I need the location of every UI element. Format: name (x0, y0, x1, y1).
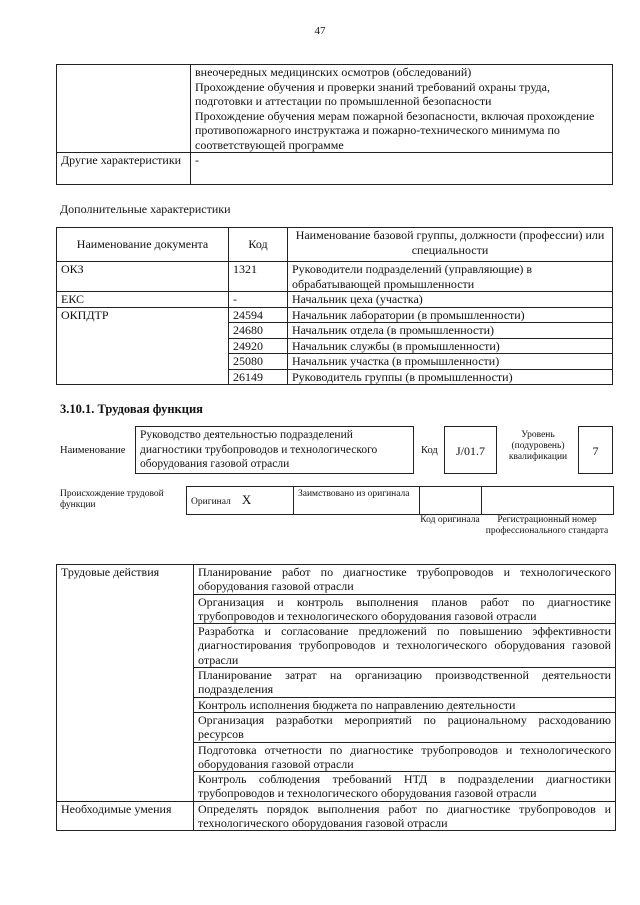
action-cell: Планирование работ по диагностике трубопроводов и технологического оборудования газовой отрасли (194, 565, 616, 595)
row-label (57, 65, 191, 153)
requirement-line: Прохождение обучения и проверки знаний требований охраны труда, подготовки и аттестации по промышленной безопасности (195, 79, 550, 108)
function-name-box (135, 426, 414, 474)
table-row (57, 801, 616, 831)
action-cell: Организация разработки мероприятий по рациональному расходованию ресурсов (194, 712, 616, 742)
row-value: - (191, 153, 613, 185)
action-cell: Организация и контроль выполнения планов работ по диагностике трубопроводов и технологического оборудования газовой отрасли (194, 594, 616, 624)
table-row (57, 65, 613, 153)
name-cell: Начальник службы (в промышленности) (288, 338, 613, 354)
name-cell: Начальник отдела (в промышленности) (288, 323, 613, 339)
code-cell: 26149 (229, 369, 288, 385)
page-number: 47 (314, 25, 326, 37)
code-label: Код (421, 445, 438, 456)
doc-cell: ОКЗ (57, 262, 229, 292)
borrowed-label: Заимствовано из оригинала (294, 487, 420, 515)
column-header: Наименование документа (57, 228, 229, 262)
name-cell: Начальник лаборатории (в промышленности) (288, 307, 613, 323)
additional-characteristics-table (56, 227, 613, 385)
row-label: Другие характеристики (57, 153, 191, 185)
code-cell: 25080 (229, 354, 288, 370)
function-name: Руководство деятельностью подразделений диагностики трубопроводов и технологического оборудования газовой отрасли (140, 429, 378, 470)
section-title: Дополнительные характеристики (60, 202, 231, 216)
action-cell: Разработка и согласование предложений по повышению эффективности диагностирования трубопроводов и технологического оборудования газовой отрасли (194, 624, 616, 668)
table-row (57, 262, 613, 292)
name-cell: Начальник участка (в промышленности) (288, 354, 613, 370)
code-cell: 24594 (229, 307, 288, 323)
table-row (57, 153, 613, 185)
code-cell: 24920 (229, 338, 288, 354)
origin-table (186, 486, 614, 515)
level-label: Уровень (подуровень) квалификации (508, 430, 568, 462)
name-cell: Начальник цеха (участка) (288, 292, 613, 308)
requirements-table (56, 64, 613, 185)
name-cell: Руководители подразделений (управляющие) в обрабатывающей промышленности (288, 262, 613, 292)
column-header: Наименование базовой группы, должности (профессии) или специальности (288, 228, 613, 262)
original-mark: X (241, 492, 252, 507)
action-cell: Контроль соблюдения требований НТД в подразделении диагностики трубопроводов и технологического оборудования газовой отрасли (194, 772, 616, 802)
code-cell: 1321 (229, 262, 288, 292)
requirement-line: Прохождение обучения мерам пожарной безопасности, включая прохождение противопожарного инструктажа и пожарно-технического минимума по соответствующей программе (195, 108, 595, 152)
table-row (57, 292, 613, 308)
code-cell: - (229, 292, 288, 308)
code-cell: 24680 (229, 323, 288, 339)
table-row (57, 565, 616, 595)
name-label: Наименование (60, 445, 126, 456)
table-header-row (57, 228, 613, 262)
original-label: Оригинал (191, 497, 231, 507)
action-cell: Планирование затрат на организацию производственной деятельности подразделения (194, 668, 616, 698)
table-row (57, 307, 613, 323)
name-cell: Руководитель группы (в промышленности) (288, 369, 613, 385)
skills-label: Необходимые умения (57, 801, 194, 831)
function-code: J/01.7 (455, 444, 485, 458)
doc-cell: ОКПДТР (57, 307, 229, 385)
action-cell: Контроль исполнения бюджета по направлению деятельности (194, 697, 616, 712)
level-box (578, 426, 613, 474)
code-caption: Код оригинала (420, 515, 480, 525)
column-header: Код (229, 228, 288, 262)
function-heading: 3.10.1. Трудовая функция (60, 402, 203, 416)
skill-cell: Определять порядок выполнения работ по диагностике трубопроводов и технологического оборудования газовой отрасли (194, 801, 616, 831)
reg-caption: Регистрационный номер профессионального стандарта (485, 515, 609, 536)
level-value: 7 (592, 444, 599, 458)
action-cell: Подготовка отчетности по диагностике трубопроводов и технологического оборудования газовой отрасли (194, 742, 616, 772)
doc-cell: ЕКС (57, 292, 229, 308)
origin-label: Происхождение трудовой функции (60, 489, 164, 510)
function-code-box (444, 426, 497, 474)
actions-label: Трудовые действия (57, 565, 194, 802)
requirement-line: внеочередных медицинских осмотров (обследований) (195, 65, 472, 79)
duties-table (56, 564, 616, 831)
